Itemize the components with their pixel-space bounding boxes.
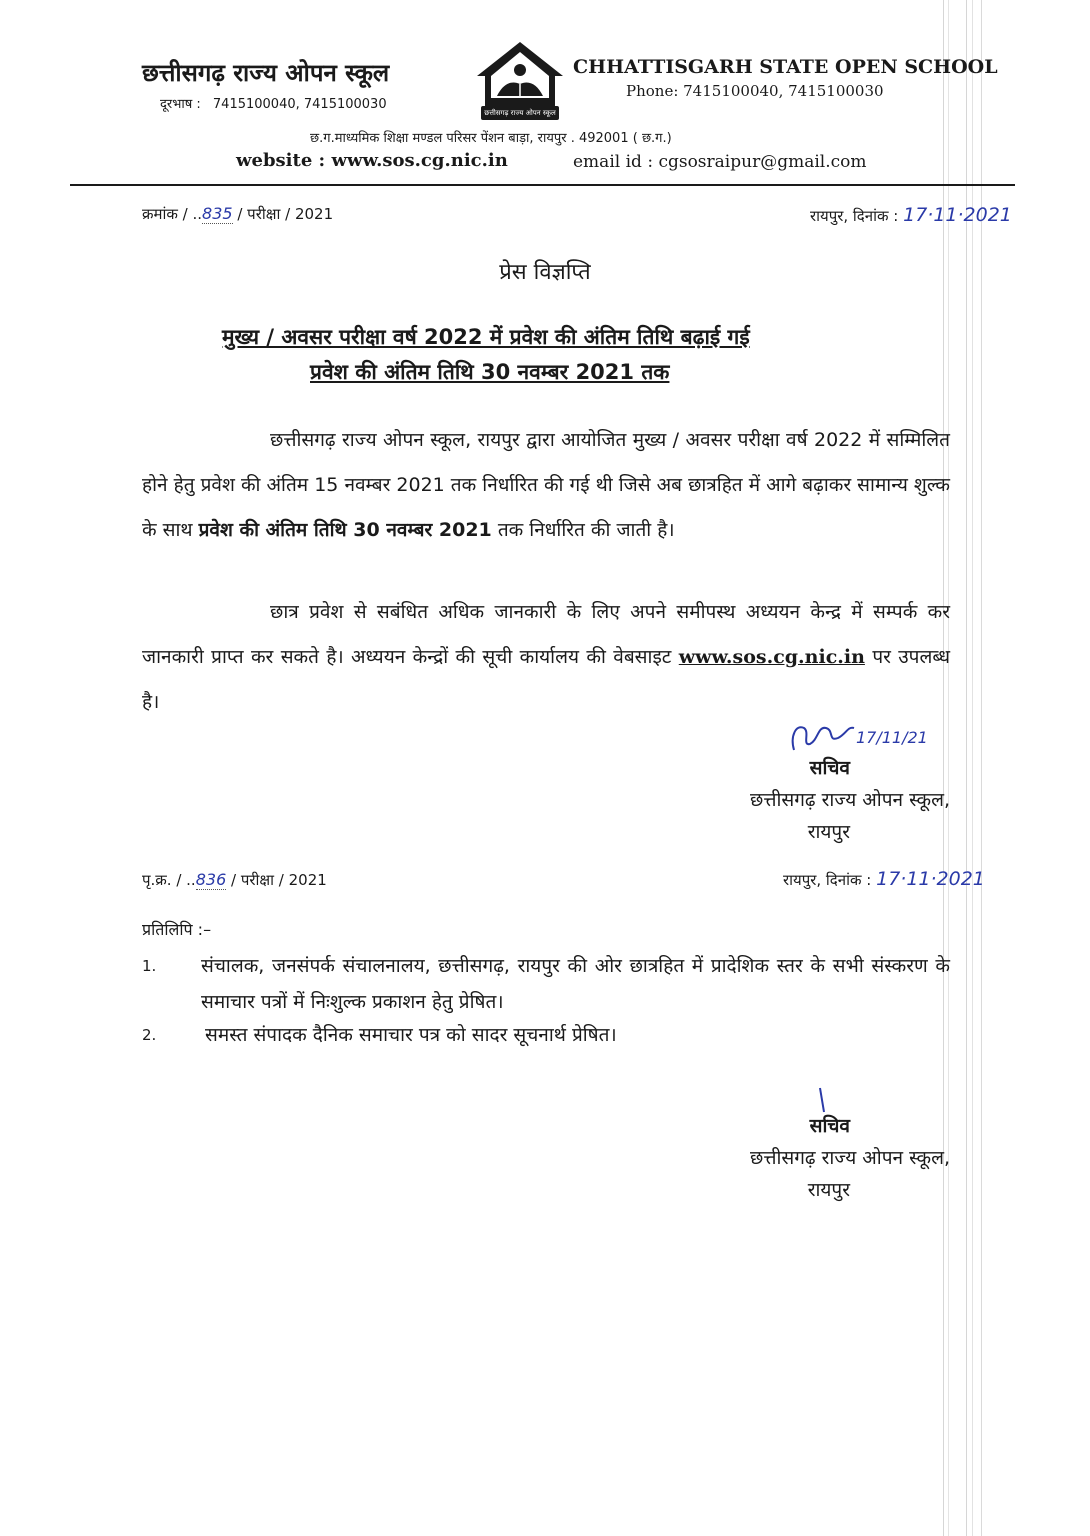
handwritten-date: 17·11·2021 (903, 204, 1012, 226)
press-title-line2: प्रवेश की अंतिम तिथि 30 नवम्बर 2021 तक (310, 360, 670, 384)
copy-list-item (142, 948, 950, 1020)
signatory-title: सचिव (809, 757, 850, 779)
press-paragraph-2 (142, 590, 950, 725)
org-name-english: CHHATTISGARH STATE OPEN SCHOOL (573, 56, 998, 78)
place-date-1 (810, 204, 1012, 226)
phone-line-hindi (160, 94, 387, 112)
copy-item-text: संचालक, जनसंपर्क संचालनालय, छत्तीसगढ़, रायपुर की ओर छात्रहित में प्रादेशिक स्तर के सभी संस्करण के समाचार पत्रों में निःशुल्क प्रकाशन हेतु प्रेषित। (201, 955, 950, 1013)
signatory-org: छत्तीसगढ़ राज्य ओपन स्कूल, (750, 1147, 950, 1169)
ref2-prefix: पृ.क्र. / .. (142, 871, 196, 889)
copy-label: प्रतिलिपि :– (142, 920, 212, 939)
school-logo (475, 40, 565, 122)
copy-item-number: 1. (142, 957, 157, 975)
kramank-prefix: क्रमांक / .. (142, 205, 203, 223)
address-hindi: छ.ग.माध्यमिक शिक्षा मण्डल परिसर पेंशन बाड़ा, रायपुर . 492001 ( छ.ग.) (310, 131, 672, 146)
phone-label-hindi: दूरभाष : (160, 97, 201, 112)
prishthankan (142, 870, 327, 890)
copy-item-text: समस्त संपादक दैनिक समाचार पत्र को सादर सूचनार्थ प्रेषित। (205, 1024, 617, 1046)
copy-item-number: 2. (142, 1026, 157, 1044)
press-heading: प्रेस विज्ञप्ति (499, 260, 591, 285)
signatory-title: सचिव (809, 1115, 850, 1137)
para1-end: तक निर्धारित की जाती है। (497, 519, 675, 541)
website-label: website : www.sos.cg.nic.in (236, 150, 508, 171)
signatory-city: रायपुर (807, 821, 850, 843)
para2-start: छात्र प्रवेश से सबंधित अधिक जानकारी के लिए अपने समीपस्थ अध्ययन केन्द्र में सम्पर्क कर जानकारी प्राप्त कर सकते है। अध्ययन केन्द्रों की सूची कार्यालय की वेबसाइट (142, 601, 950, 668)
phone-numbers: 7415100040, 7415100030 (212, 97, 387, 112)
signatory-city: रायपुर (807, 1179, 850, 1201)
logo-banner-text: छत्तीसगढ़ राज्य ओपन स्कूल (484, 109, 556, 117)
ref2-number: 836 (195, 870, 227, 889)
press-paragraph-1 (142, 418, 950, 553)
para2-end: पर उपलब्ध है। (142, 646, 950, 713)
place-date-label: रायपुर, दिनांक : (810, 207, 899, 225)
place-date-2 (783, 868, 985, 890)
signatory-org: छत्तीसगढ़ राज्य ओपन स्कूल, (750, 789, 950, 811)
signature-block-2 (640, 1110, 950, 1206)
place-date-label-2: रायपुर, दिनांक : (783, 871, 872, 889)
email-label: email id : cgsosraipur@gmail.com (573, 152, 867, 172)
kramank-suffix: / परीक्षा / 2021 (237, 205, 334, 223)
para1-bold: प्रवेश की अंतिम तिथि 30 नवम्बर 2021 (198, 519, 492, 541)
signature-date: 17/11/21 (856, 728, 928, 747)
signature-block-1 (640, 752, 950, 848)
ref2-suffix: / परीक्षा / 2021 (231, 871, 327, 889)
kramank-number: 835 (202, 204, 233, 223)
handwritten-date-2: 17·11·2021 (876, 868, 985, 890)
kramank (142, 204, 333, 224)
copy-list-item (142, 1019, 950, 1051)
phone-line-english: Phone: 7415100040, 7415100030 (626, 82, 884, 100)
org-name-hindi: छत्तीसगढ़ राज्य ओपन स्कूल (142, 59, 390, 87)
header-divider (70, 184, 1015, 186)
para1-start: छत्तीसगढ़ राज्य ओपन स्कूल, रायपुर द्वारा आयोजित मुख्य / अवसर परीक्षा वर्ष 2022 में सम्मिलित होने हेतु प्रवेश की अंतिम 15 नवम्बर 2021 तक निर्धारित की गई थी जिसे अब छात्रहित में आगे बढ़ाकर सामान्य शुल्क के साथ (142, 429, 950, 541)
press-title-line1: मुख्य / अवसर परीक्षा वर्ष 2022 में प्रवेश की अंतिम तिथि बढ़ाई गई (222, 325, 750, 349)
website-link[interactable]: www.sos.cg.nic.in (678, 646, 865, 668)
